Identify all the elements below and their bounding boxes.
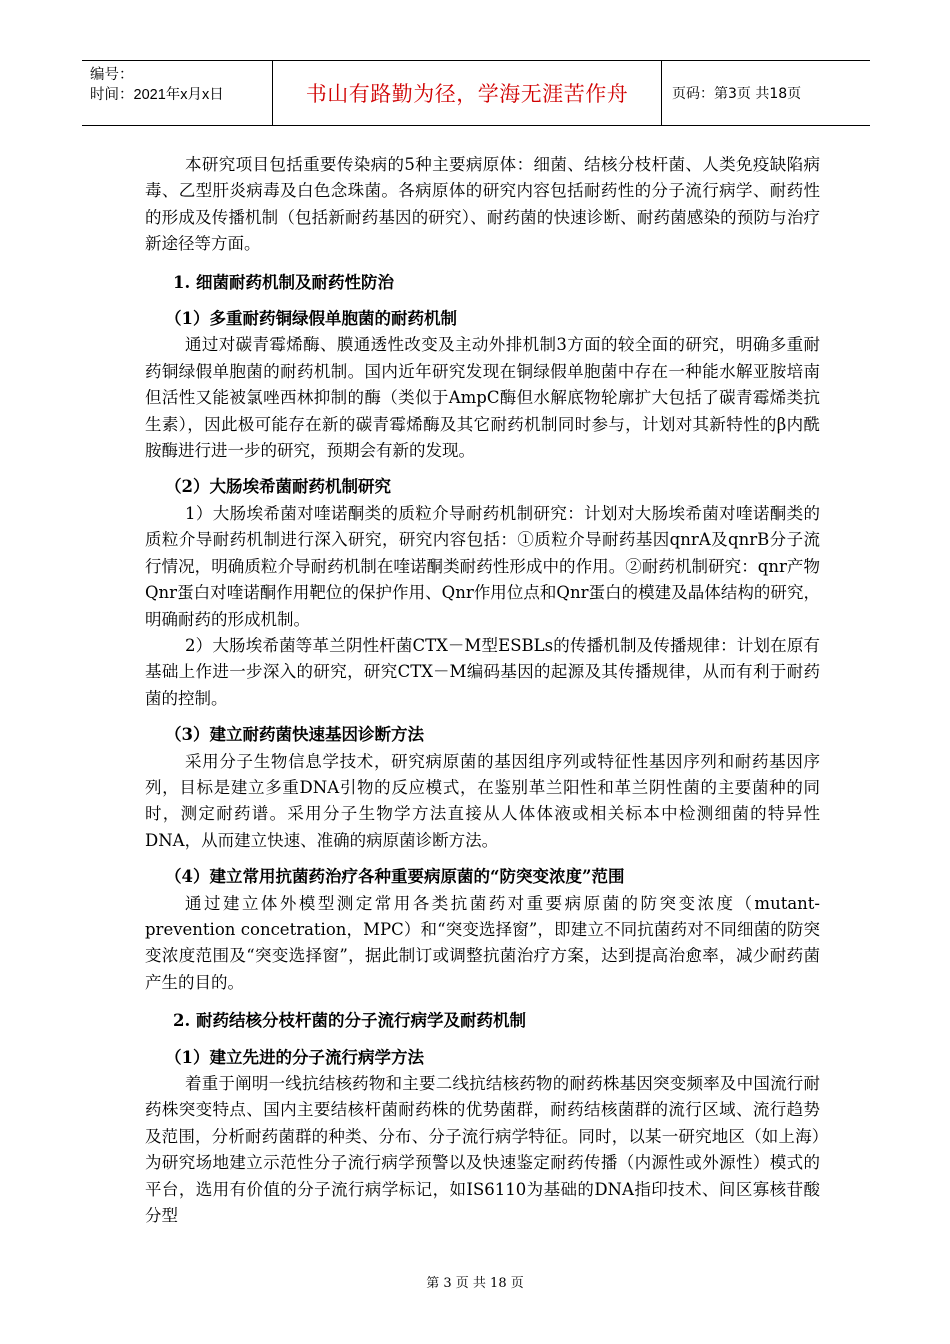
subsection-1-2-paragraph-2: 2）大肠埃希菌等革兰阴性杆菌CTX－M型ESBLs的传播机制及传播规律：计划在原有基础上作进一步深入的研究，研究CTX－M编码基因的起源及其传播规律，从而有利于耐药菌的控制。 <box>145 635 820 708</box>
subsection-2-1-paragraph: 着重于阐明一线抗结核药物和主要二线抗结核药物的耐药株基因突变频率及中国流行耐药株突变特点、国内主要结核杆菌耐药株的优势菌群，耐药结核菌群的流行区域、流行趋势及范围，分析耐药菌群的种类、分布、分子流行病学特征。同时，以某一研究地区（如上海）为研究场地建立示范性分子流行病学预警以及快速鉴定耐药传播（内源性或外源性）模式的平台，选用有价值的分子流行病学标记，如IS6110为基础的DNA指印技术、间区寡核苷酸分型 <box>145 1074 820 1226</box>
subsection-1-4-heading: （4）建立常用抗菌药治疗各种重要病原菌的“防突变浓度”范围 <box>165 867 625 887</box>
section-1-heading: 1. 细菌耐药机制及耐药性防治 <box>173 272 394 292</box>
header-page-info-cell <box>662 61 870 125</box>
document-body <box>145 152 820 1229</box>
date-label: 时间：2021年x月x日 <box>90 87 224 103</box>
header-motto-cell <box>272 61 662 125</box>
header-meta <box>82 61 272 125</box>
intro-paragraph: 本研究项目包括重要传染病的5种主要病原体：细菌、结核分枝杆菌、人类免疫缺陷病毒、乙型肝炎病毒及白色念珠菌。各病原体的研究内容包括耐药性的分子流行病学、耐药性的形成及传播机制（包括新耐药基因的研究）、耐药菌的快速诊断、耐药菌感染的预防与治疗新途径等方面。 <box>145 155 820 254</box>
subsection-1-4-paragraph: 通过建立体外模型测定常用各类抗菌药对重要病原菌的防突变浓度（mutant-prevention concetration，MPC）和“突变选择窗”，即建立不同抗菌药对不同细菌的防突变浓度范围及“突变选择窗”，据此制订或调整抗菌治疗方案，达到提高治愈率，减少耐药菌产生的目的。 <box>145 893 820 992</box>
subsection-1-2-heading: （2）大肠埃希菌耐药机制研究 <box>165 477 391 497</box>
subsection-1-2-paragraph-1: 1）大肠埃希菌对喹诺酮类的质粒介导耐药机制研究：计划对大肠埃希菌对喹诺酮类的质粒介导耐药机制进行深入研究，研究内容包括：①质粒介导耐药基因qnrA及qnrB分子流行情况，明确质粒介导耐药机制在喹诺酮类耐药性形成中的作用。②耐药机制研究：qnr产物Qnr蛋白对喹诺酮作用靶位的保护作用、Qnr作用位点和Qnr蛋白的模建及晶体结构的研究，明确耐药的形成机制。 <box>145 503 820 629</box>
number-label: 编号： <box>90 67 134 83</box>
subsection-1-1-paragraph: 通过对碳青霉烯酶、膜通透性改变及主动外排机制3方面的较全面的研究，明确多重耐药铜绿假单胞菌的耐药机制。国内近年研究发现在铜绿假单胞菌中存在一种能水解亚胺培南但活性又能被氯唑西林抑制的酶（类似于AmpC酶但水解底物轮廓扩大包括了碳青霉烯类抗生素），因此极可能存在新的碳青霉烯酶及其它耐药机制同时参与，计划对其新特性的β内酰胺酶进行进一步的研究，预期会有新的发现。 <box>145 335 820 461</box>
page-footer: 第 3 页 共 18 页 <box>426 1276 524 1291</box>
subsection-2-1-heading: （1）建立先进的分子流行病学方法 <box>165 1047 424 1067</box>
motto: 书山有路勤为径，学海无涯苦作舟 <box>305 82 629 106</box>
page-header <box>82 60 870 126</box>
subsection-1-3-paragraph: 采用分子生物信息学技术，研究病原菌的基因组序列或特征性基因序列和耐药基因序列，目标是建立多重DNA引物的反应模式，在鉴别革兰阳性和革兰阴性菌的主要菌种的同时，测定耐药谱。采用分子生物学方法直接从人体体液或相关标本中检测细菌的特异性DNA，从而建立快速、准确的病原菌诊断方法。 <box>145 751 820 850</box>
subsection-1-1-heading: （1）多重耐药铜绿假单胞菌的耐药机制 <box>165 309 457 329</box>
page-info: 页码：第3页 共18页 <box>672 86 802 102</box>
subsection-1-3-heading: （3）建立耐药菌快速基因诊断方法 <box>165 725 424 745</box>
section-2-heading: 2. 耐药结核分枝杆菌的分子流行病学及耐药机制 <box>173 1011 526 1031</box>
